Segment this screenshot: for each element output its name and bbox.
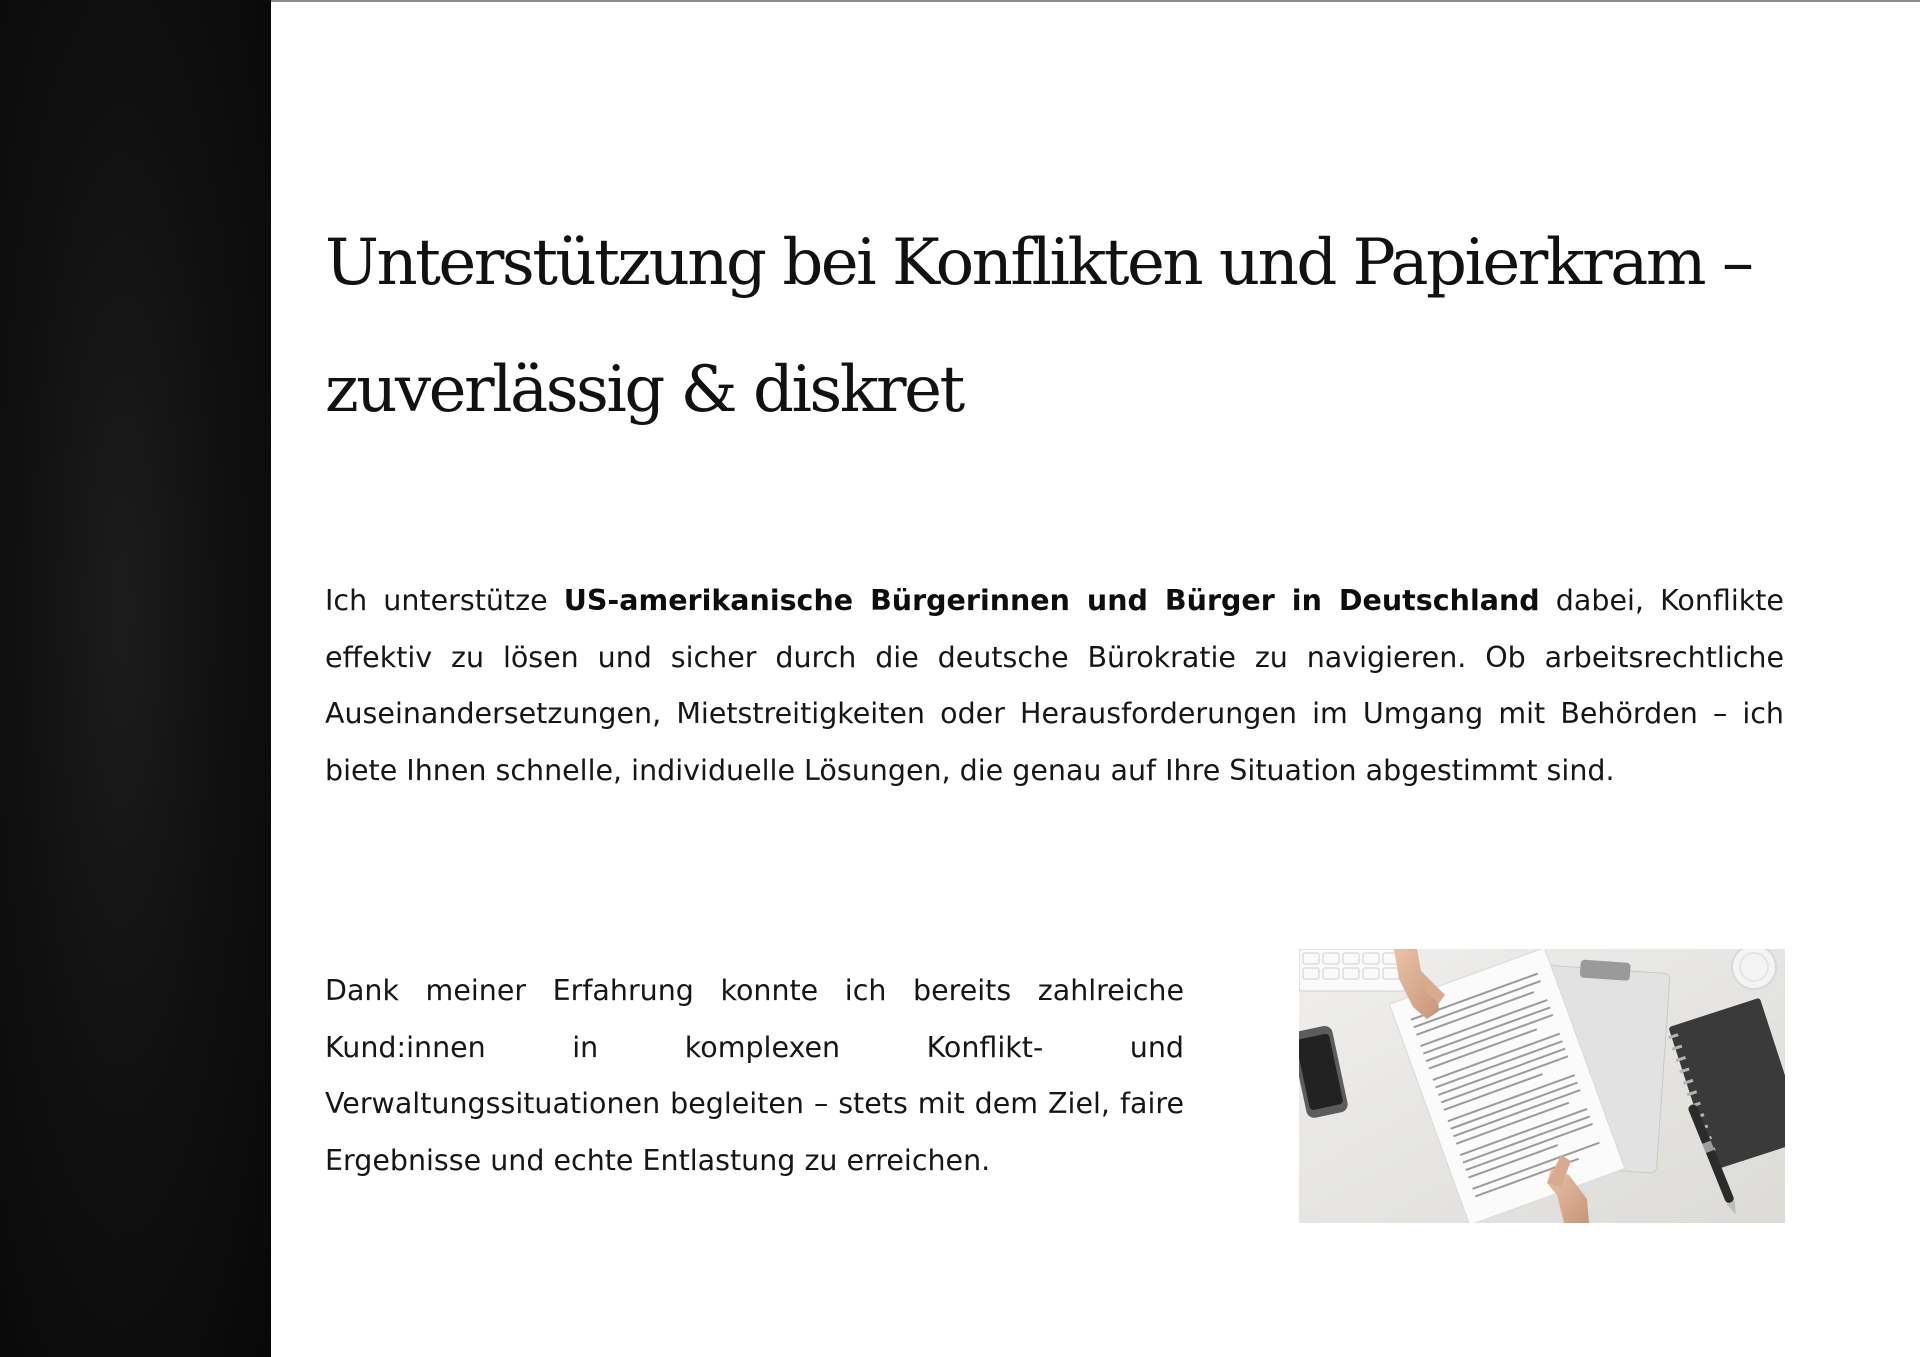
document-handover-photo [1299, 949, 1785, 1223]
intro-paragraph [325, 573, 1784, 799]
page-title: Unterstützung bei Konflikten und Papierkram – zuverlässig & diskret [325, 226, 1752, 427]
experience-paragraph: Dank meiner Erfahrung konnte ich bereits zahlreiche Kund:innen in komplexen Konflikt- und Verwaltungssituationen begleiten – stets mit dem Ziel, faire Ergebnisse und echte Entlastung zu erreichen. [325, 974, 1184, 1177]
intro-highlight: US-amerikanische Bürgerinnen und Bürger in Deutschland [563, 584, 1540, 617]
intro-suffix: dabei, Konflikte effektiv zu lösen und sicher durch die deutsche Bürokratie zu navigieren. Ob arbeitsrechtliche Auseinandersetzungen, Mietstreitigkeiten oder Herausforderungen im Umgang mit Behörden – ich biete Ihnen schnelle, individuelle Lösungen, die genau auf Ihre Situation abgestimmt sind. [325, 584, 1784, 787]
intro-prefix: Ich unterstütze [325, 584, 564, 617]
top-border [0, 0, 1920, 2]
dark-sidebar [0, 0, 271, 1357]
keyboard [1299, 949, 1409, 991]
